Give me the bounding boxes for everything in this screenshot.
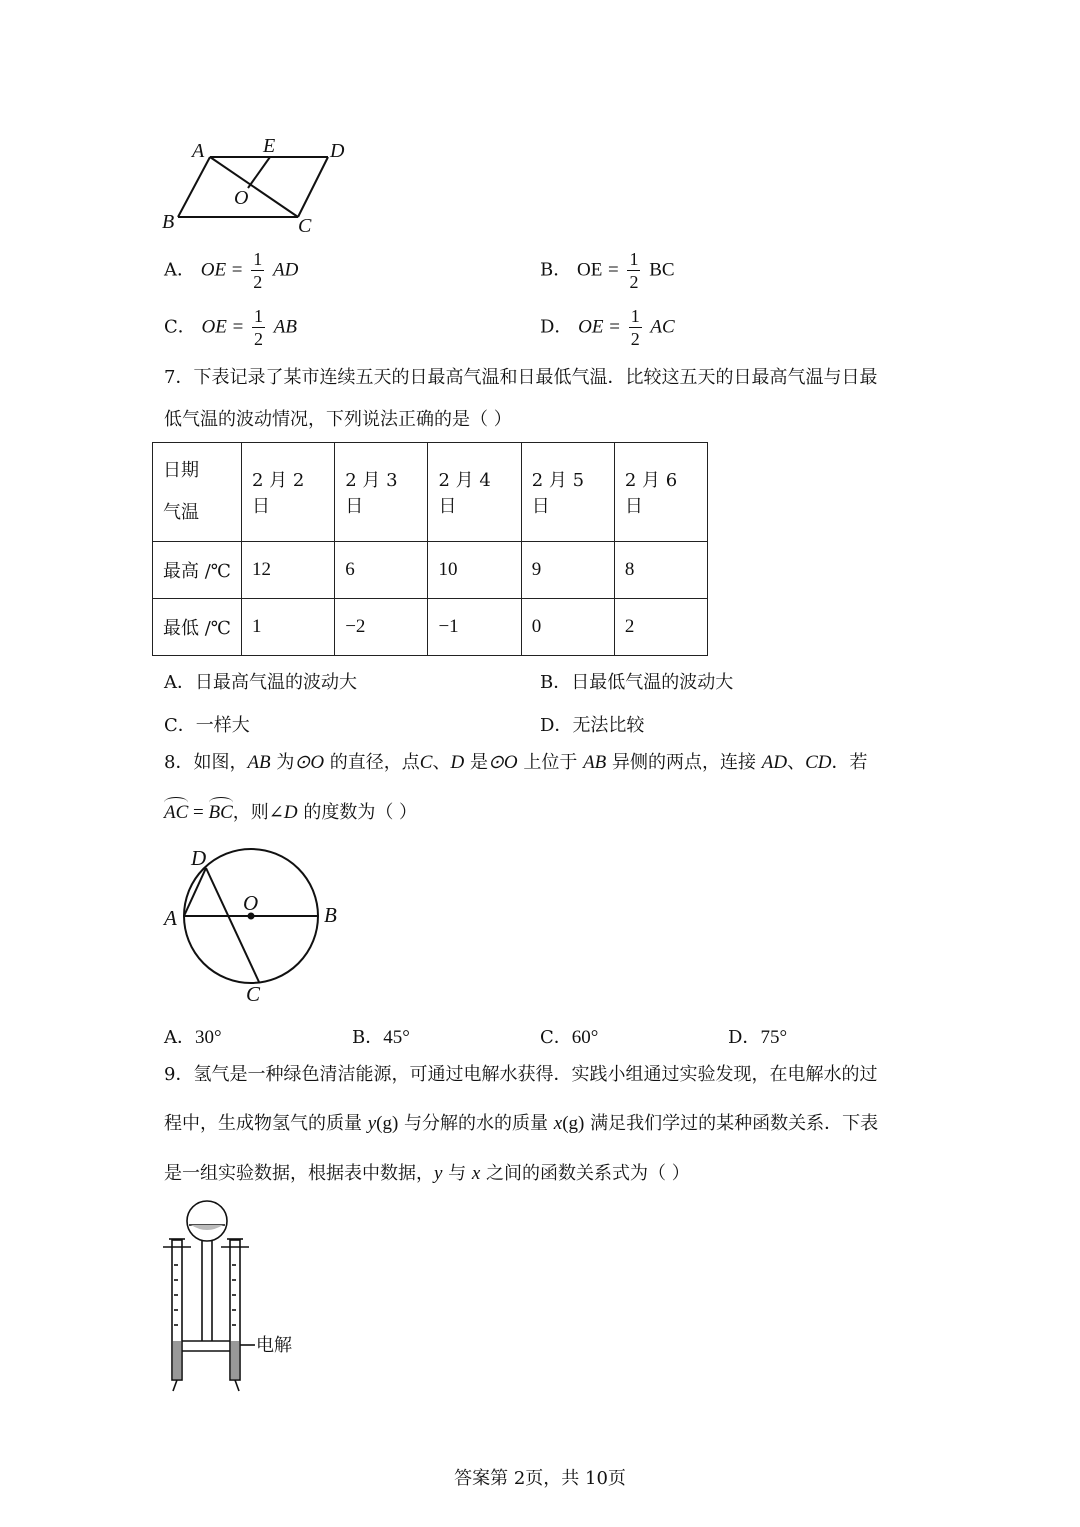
- table-row: [153, 599, 708, 656]
- label-A: A: [192, 140, 205, 162]
- table-cell: 1: [242, 599, 335, 656]
- row-label: 最高 /℃: [153, 542, 242, 599]
- electrolysis-apparatus: [155, 1195, 315, 1395]
- page-footer: 答案第 2页，共 10页: [454, 1468, 626, 1489]
- table-cell: 10: [428, 542, 521, 599]
- q7-option-c[interactable]: C．一样大: [164, 715, 250, 736]
- label-D: D: [330, 140, 345, 162]
- table-cell: 12: [242, 542, 335, 599]
- corner-cell: 日期 气温: [153, 443, 242, 542]
- label-O: O: [234, 187, 249, 209]
- table-cell: 2: [614, 599, 707, 656]
- q7-stem-line1: 7．下表记录了某市连续五天的日最高气温和日最低气温．比较这五天的日最高气温与日最: [164, 367, 878, 388]
- q8-option-a[interactable]: A．30°: [164, 1027, 222, 1048]
- q6-option-d[interactable]: D． OE = $\frac{1}{2}$ AC: [540, 306, 675, 349]
- q8-stem-line1: 8．如图，AB 为⊙O 的直径，点C、D 是⊙O 上位于 AB 异侧的两点，连接 AD、CD．若: [164, 752, 868, 773]
- table-row: [153, 542, 708, 599]
- arc-bc: BC: [208, 802, 233, 823]
- q6-option-a[interactable]: A． OE = $\frac{1}{2}$ AD: [164, 249, 299, 292]
- q7-stem-line2: 低气温的波动情况，下列说法正确的是（ ）: [164, 409, 512, 430]
- label-E: E: [263, 135, 276, 157]
- label-B: B: [324, 903, 337, 927]
- fraction: $\frac{1}{2}$: [253, 249, 263, 292]
- date-cell: 2 月 6 日: [614, 443, 707, 542]
- date-cell: 2 月 5 日: [521, 443, 614, 542]
- q7-option-b[interactable]: B．日最低气温的波动大: [540, 672, 734, 693]
- fraction: $\frac{1}{2}$: [254, 306, 264, 349]
- q8-option-c[interactable]: C．60°: [540, 1027, 599, 1048]
- parallelogram-figure: [150, 132, 370, 242]
- date-cell: 2 月 3 日: [335, 443, 428, 542]
- q6-option-b[interactable]: B． OE = $\frac{1}{2}$ BC: [540, 249, 675, 292]
- date-cell: 2 月 2 日: [242, 443, 335, 542]
- q9-stem-line3: 是一组实验数据，根据表中数据，y 与 x 之间的函数关系式为（ ）: [164, 1163, 690, 1184]
- apparatus-label: 电解: [256, 1335, 292, 1356]
- label-A: A: [164, 906, 177, 930]
- table-cell: 6: [335, 542, 428, 599]
- table-cell: −1: [428, 599, 521, 656]
- table-cell: 0: [521, 599, 614, 656]
- q7-option-d[interactable]: D．无法比较: [540, 715, 645, 736]
- q8-option-b[interactable]: B．45°: [352, 1027, 410, 1048]
- label-C: C: [246, 982, 261, 1006]
- arc-ac: AC: [164, 802, 189, 823]
- q8-stem-line2: AC = BC，则∠D 的度数为（ ）: [164, 802, 418, 823]
- label-D: D: [191, 846, 207, 870]
- date-cell: 2 月 4 日: [428, 443, 521, 542]
- temperature-table: [152, 442, 708, 656]
- q6-option-c[interactable]: C． OE = $\frac{1}{2}$ AB: [164, 306, 297, 349]
- table-header-row: [153, 443, 708, 542]
- q9-stem-line1: 9．氢气是一种绿色清洁能源，可通过电解水获得．实践小组通过实验发现，在电解水的过: [164, 1064, 878, 1085]
- table-cell: 8: [614, 542, 707, 599]
- q9-stem-line2: 程中，生成物氢气的质量 y(g) 与分解的水的质量 x(g) 满足我们学过的某种函数关系．下表: [164, 1113, 879, 1134]
- fraction: $\frac{1}{2}$: [630, 306, 640, 349]
- table-cell: −2: [335, 599, 428, 656]
- q7-option-a[interactable]: A．日最高气温的波动大: [164, 672, 357, 693]
- label-B: B: [162, 211, 175, 233]
- table-cell: 9: [521, 542, 614, 599]
- label-C: C: [298, 215, 312, 237]
- circle-figure: [158, 845, 358, 1010]
- fraction: $\frac{1}{2}$: [629, 249, 639, 292]
- label-O: O: [243, 891, 259, 915]
- row-label: 最低 /℃: [153, 599, 242, 656]
- q8-option-d[interactable]: D．75°: [728, 1027, 788, 1048]
